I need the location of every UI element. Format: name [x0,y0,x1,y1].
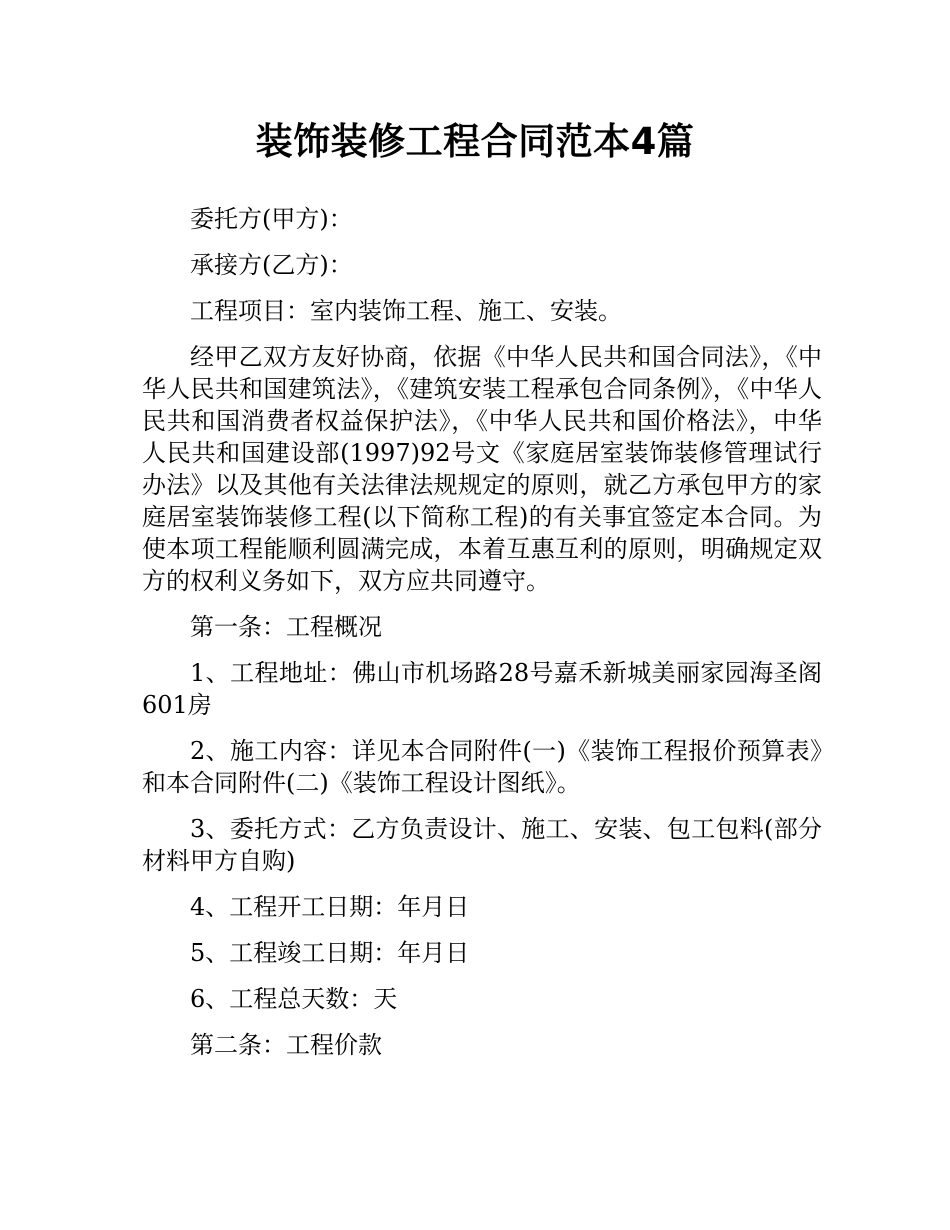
list-item-commission-method: 3、委托方式：乙方负责设计、施工、安装、包工包料(部分材料甲方自购) [142,815,822,875]
section-heading-article-1: 第一条：工程概况 [190,613,382,641]
document-title: 装饰装修工程合同范本4篇 [255,120,695,163]
list-item-start-date: 4、工程开工日期：年月日 [190,893,470,921]
list-item-completion-date: 5、工程竣工日期：年月日 [190,939,470,967]
paragraph-client: 委托方(甲方)： [190,205,353,233]
paragraph-contractor: 承接方(乙方)： [190,251,353,279]
list-item-scope: 2、施工内容：详见本合同附件(一)《装饰工程报价预算表》和本合同附件(二)《装饰工程设计图纸》。 [142,737,822,797]
list-item-total-days: 6、工程总天数：天 [190,985,398,1013]
document-body [142,203,822,1075]
list-item-address: 1、工程地址：佛山市机场路28号嘉禾新城美丽家园海圣阁601房 [142,659,822,719]
paragraph-project: 工程项目：室内装饰工程、施工、安装。 [190,297,622,325]
section-heading-article-2: 第二条：工程价款 [190,1031,382,1059]
paragraph-preamble: 经甲乙双方友好协商，依据《中华人民共和国合同法》，《中华人民共和国建筑法》，《建筑安装工程承包合同条例》，《中华人民共和国消费者权益保护法》，《中华人民共和国价格法》，中华人民共和国建设部(1997)92号文《家庭居室装饰装修管理试行办法》以及其他有关法律法规规定的原则，就乙方承包甲方的家庭居室装饰装修工程(以下简称工程)的有关事宜签定本合同。为使本项工程能顺利圆满完成，本着互惠互利的原则，明确规定双方的权利义务如下，双方应共同遵守。 [142,343,822,595]
